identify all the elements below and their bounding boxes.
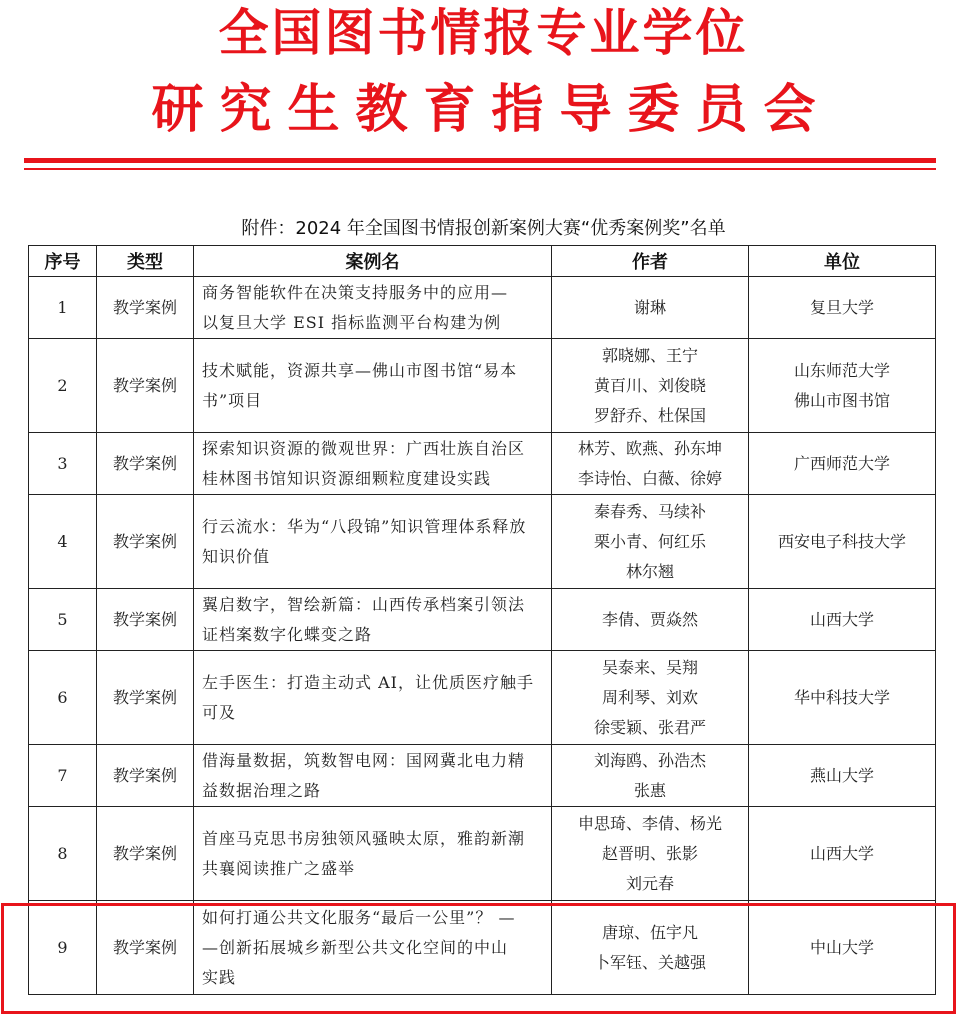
case-unit-line: 华中科技大学 <box>793 687 890 707</box>
case-authors-line: 刘海鸥、孙浩杰 <box>593 750 706 770</box>
case-authors-line: 张惠 <box>633 780 666 800</box>
case-unit <box>749 745 936 807</box>
case-authors-line: 林芳、欧燕、孙东坤 <box>577 438 722 458</box>
case-name-line: 左手医生：打造主动式 AI，让优质医疗触手 <box>202 672 534 692</box>
case-unit-line: 西安电子科技大学 <box>777 531 906 551</box>
case-name <box>194 495 552 589</box>
case-name <box>194 277 552 339</box>
case-authors-line: 黄百川、刘俊晓 <box>593 375 706 395</box>
case-unit <box>749 651 936 745</box>
column-header-unit: 单位 <box>749 246 936 277</box>
case-name <box>194 901 552 995</box>
column-header-type: 类型 <box>97 246 194 277</box>
case-unit <box>749 901 936 995</box>
case-unit <box>749 495 936 589</box>
case-name-line: 如何打通公共文化服务“最后一公里”？ — <box>202 907 516 927</box>
case-name-line: 行云流水：华为“八段锦”知识管理体系释放 <box>202 516 527 536</box>
table-row <box>29 339 936 433</box>
case-authors-line: 栗小青、何红乐 <box>593 531 706 551</box>
case-authors-line: 李倩、贾焱然 <box>601 609 698 629</box>
column-header-case-name: 案例名 <box>194 246 552 277</box>
case-unit <box>749 807 936 901</box>
case-name-line: 探索知识资源的微观世界：广西壮族自治区 <box>202 438 526 458</box>
case-unit-line: 山西大学 <box>809 609 874 629</box>
case-authors <box>552 433 749 495</box>
case-authors-line: 秦春秀、马续补 <box>593 501 706 521</box>
case-authors-line: 徐雯颖、张君严 <box>593 717 706 737</box>
table-row <box>29 433 936 495</box>
case-name <box>194 745 552 807</box>
case-name <box>194 589 552 651</box>
case-type: 教学案例 <box>97 277 194 339</box>
case-name-line: 技术赋能，资源共享—佛山市图书馆“易本 <box>202 360 518 380</box>
header-rule-thick <box>24 158 936 163</box>
case-name-line: 以复旦大学 ESI 指标监测平台构建为例 <box>202 312 502 332</box>
row-number: 3 <box>29 433 97 495</box>
case-authors <box>552 651 749 745</box>
case-authors-line: 赵晋明、张影 <box>601 843 698 863</box>
table-row <box>29 589 936 651</box>
column-header-authors: 作者 <box>552 246 749 277</box>
table-row <box>29 745 936 807</box>
case-unit-line: 山东师范大学 <box>793 360 890 380</box>
case-authors <box>552 807 749 901</box>
row-number: 8 <box>29 807 97 901</box>
case-name-line: 商务智能软件在决策支持服务中的应用— <box>202 282 509 302</box>
case-unit <box>749 277 936 339</box>
case-unit <box>749 433 936 495</box>
case-name-line: 书”项目 <box>202 390 263 410</box>
table-row <box>29 807 936 901</box>
case-authors <box>552 495 749 589</box>
case-type: 教学案例 <box>97 433 194 495</box>
case-type: 教学案例 <box>97 651 194 745</box>
case-type: 教学案例 <box>97 589 194 651</box>
case-authors <box>552 901 749 995</box>
row-number: 9 <box>29 901 97 995</box>
case-authors-line: 林尔翘 <box>625 561 674 581</box>
table-row <box>29 651 936 745</box>
case-authors <box>552 589 749 651</box>
row-number: 1 <box>29 277 97 339</box>
case-authors-line: 郭晓娜、王宁 <box>601 345 698 365</box>
case-name-line: 共襄阅读推广之盛举 <box>202 858 356 878</box>
case-name-line: 益数据治理之路 <box>202 780 322 800</box>
case-name-line: 实践 <box>202 967 237 987</box>
case-authors-line: 李诗怡、白薇、徐婷 <box>577 468 722 488</box>
case-authors-line: 谢琳 <box>633 297 666 317</box>
table-header-row <box>29 246 936 277</box>
table-row <box>29 277 936 339</box>
case-name-line: —创新拓展城乡新型公共文化空间的中山 <box>202 937 509 957</box>
case-unit-line: 佛山市图书馆 <box>793 390 890 410</box>
case-name-line: 借海量数据，筑数智电网：国网冀北电力精 <box>202 750 526 770</box>
case-name <box>194 807 552 901</box>
case-type: 教学案例 <box>97 339 194 433</box>
row-number: 6 <box>29 651 97 745</box>
case-name-line: 桂林图书馆知识资源细颗粒度建设实践 <box>202 468 492 488</box>
case-name-line: 知识价值 <box>202 546 271 566</box>
row-number: 7 <box>29 745 97 807</box>
case-authors-line: 唐琼、伍宇凡 <box>601 922 698 942</box>
case-name <box>194 339 552 433</box>
case-unit <box>749 589 936 651</box>
award-table <box>28 245 936 995</box>
case-unit-line: 中山大学 <box>809 937 874 957</box>
case-unit-line: 燕山大学 <box>809 765 874 785</box>
case-name-line: 翼启数字，智绘新篇：山西传承档案引领法 <box>202 594 526 614</box>
case-type: 教学案例 <box>97 745 194 807</box>
case-unit <box>749 339 936 433</box>
case-authors-line: 罗舒乔、杜保国 <box>593 405 706 425</box>
case-name <box>194 433 552 495</box>
table-row <box>29 495 936 589</box>
case-name-line: 证档案数字化蝶变之路 <box>202 624 373 644</box>
case-unit-line: 复旦大学 <box>809 297 874 317</box>
case-unit-line: 山西大学 <box>809 843 874 863</box>
case-authors <box>552 339 749 433</box>
header-rule-thin <box>24 168 936 170</box>
case-authors-line: 吴泰来、吴翔 <box>601 657 698 677</box>
column-header-number: 序号 <box>29 246 97 277</box>
row-number: 5 <box>29 589 97 651</box>
case-authors-line: 申思琦、李倩、杨光 <box>577 813 722 833</box>
case-unit-line: 广西师范大学 <box>793 453 890 473</box>
case-authors <box>552 745 749 807</box>
table-row <box>29 901 936 995</box>
case-authors-line: 卜军钰、关越强 <box>593 952 706 972</box>
committee-name-line1: 全国图书情报专业学位 <box>218 4 749 62</box>
case-authors-line: 周利琴、刘欢 <box>601 687 698 707</box>
case-type: 教学案例 <box>97 807 194 901</box>
case-name <box>194 651 552 745</box>
committee-name-line2: 研究生教育指导委员会 <box>151 80 832 140</box>
row-number: 4 <box>29 495 97 589</box>
case-type: 教学案例 <box>97 495 194 589</box>
case-authors-line: 刘元春 <box>625 873 674 893</box>
case-name-line: 可及 <box>202 702 237 722</box>
row-number: 2 <box>29 339 97 433</box>
case-name-line: 首座马克思书房独领风骚映太原，雅韵新潮 <box>202 828 526 848</box>
case-authors <box>552 277 749 339</box>
case-type: 教学案例 <box>97 901 194 995</box>
table-caption: 附件：2024 年全国图书情报创新案例大赛“优秀案例奖”名单 <box>241 218 726 239</box>
